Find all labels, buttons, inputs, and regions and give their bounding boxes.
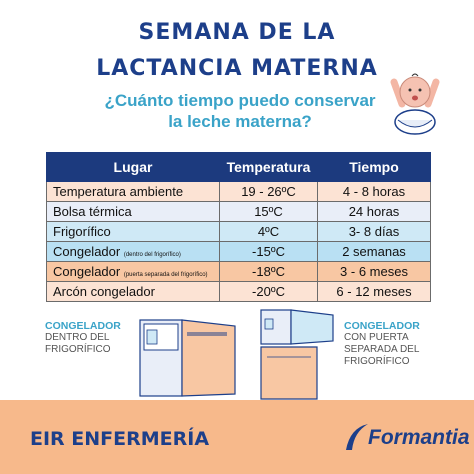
header-lugar: Lugar — [47, 153, 220, 182]
title-line-1: SEMANA DE LA — [138, 20, 336, 45]
cell-note: (puerta separada del frigorífico) — [123, 272, 208, 278]
cell-tiempo: 2 semanas — [318, 242, 431, 262]
table-row — [47, 222, 431, 242]
cell-temperatura: 15ºC — [220, 202, 318, 222]
caption-left-heading: CONGELADOR — [45, 320, 121, 332]
cell-lugar: Temperatura ambiente — [47, 182, 220, 202]
table-row — [47, 182, 431, 202]
subtitle-line-2: la leche materna? — [168, 112, 312, 131]
cell-tiempo: 6 - 12 meses — [318, 282, 431, 302]
cell-lugar: Bolsa térmica — [47, 202, 220, 222]
cell-tiempo: 24 horas — [318, 202, 431, 222]
caption-left — [45, 320, 140, 356]
caption-right-heading: CONGELADOR — [344, 320, 420, 332]
storage-table — [46, 152, 431, 302]
caption-right-line-1: CON PUERTA — [344, 332, 409, 343]
fridge-freezer-inside-icon — [135, 318, 245, 398]
caption-right — [344, 320, 444, 368]
subtitle-line-1: ¿Cuánto tiempo puedo conservar — [104, 91, 376, 110]
cell-temperatura: 4ºC — [220, 222, 318, 242]
cell-temperatura: 19 - 26ºC — [220, 182, 318, 202]
cell-temperatura: -20ºC — [220, 282, 318, 302]
cell-tiempo: 4 - 8 horas — [318, 182, 431, 202]
caption-left-line-1: DENTRO DEL — [45, 332, 110, 343]
header-temperatura: Temperatura — [220, 153, 318, 182]
cell-lugar: Frigorífico — [47, 222, 220, 242]
caption-right-line-2: SEPARADA DEL — [344, 344, 420, 355]
header-tiempo: Tiempo — [318, 153, 431, 182]
table-header-row — [47, 153, 431, 182]
fridge-separate-freezer-icon — [257, 307, 337, 402]
cell-tiempo: 3 - 6 meses — [318, 262, 431, 282]
caption-left-line-2: FRIGORÍFICO — [45, 344, 111, 355]
table-row — [47, 242, 431, 262]
cell-lugar: Arcón congelador — [47, 282, 220, 302]
cell-lugar: Congelador (puerta separada del frigorífico) — [47, 262, 220, 282]
table-row — [47, 282, 431, 302]
footer-left-text: EIR ENFERMERÍA — [30, 428, 210, 450]
cell-tiempo: 3- 8 días — [318, 222, 431, 242]
caption-right-line-3: FRIGORÍFICO — [344, 356, 410, 367]
table-row — [47, 202, 431, 222]
cell-note: (dentro del frigorífico) — [123, 252, 181, 258]
cell-lugar: Congelador (dentro del frigorífico) — [47, 242, 220, 262]
title-line-2: LACTANCIA MATERNA — [96, 56, 378, 81]
brand-name: Formantia — [368, 426, 470, 449]
cell-temperatura: -15ºC — [220, 242, 318, 262]
baby-illustration — [376, 62, 454, 140]
cell-temperatura: -18ºC — [220, 262, 318, 282]
table-row — [47, 262, 431, 282]
